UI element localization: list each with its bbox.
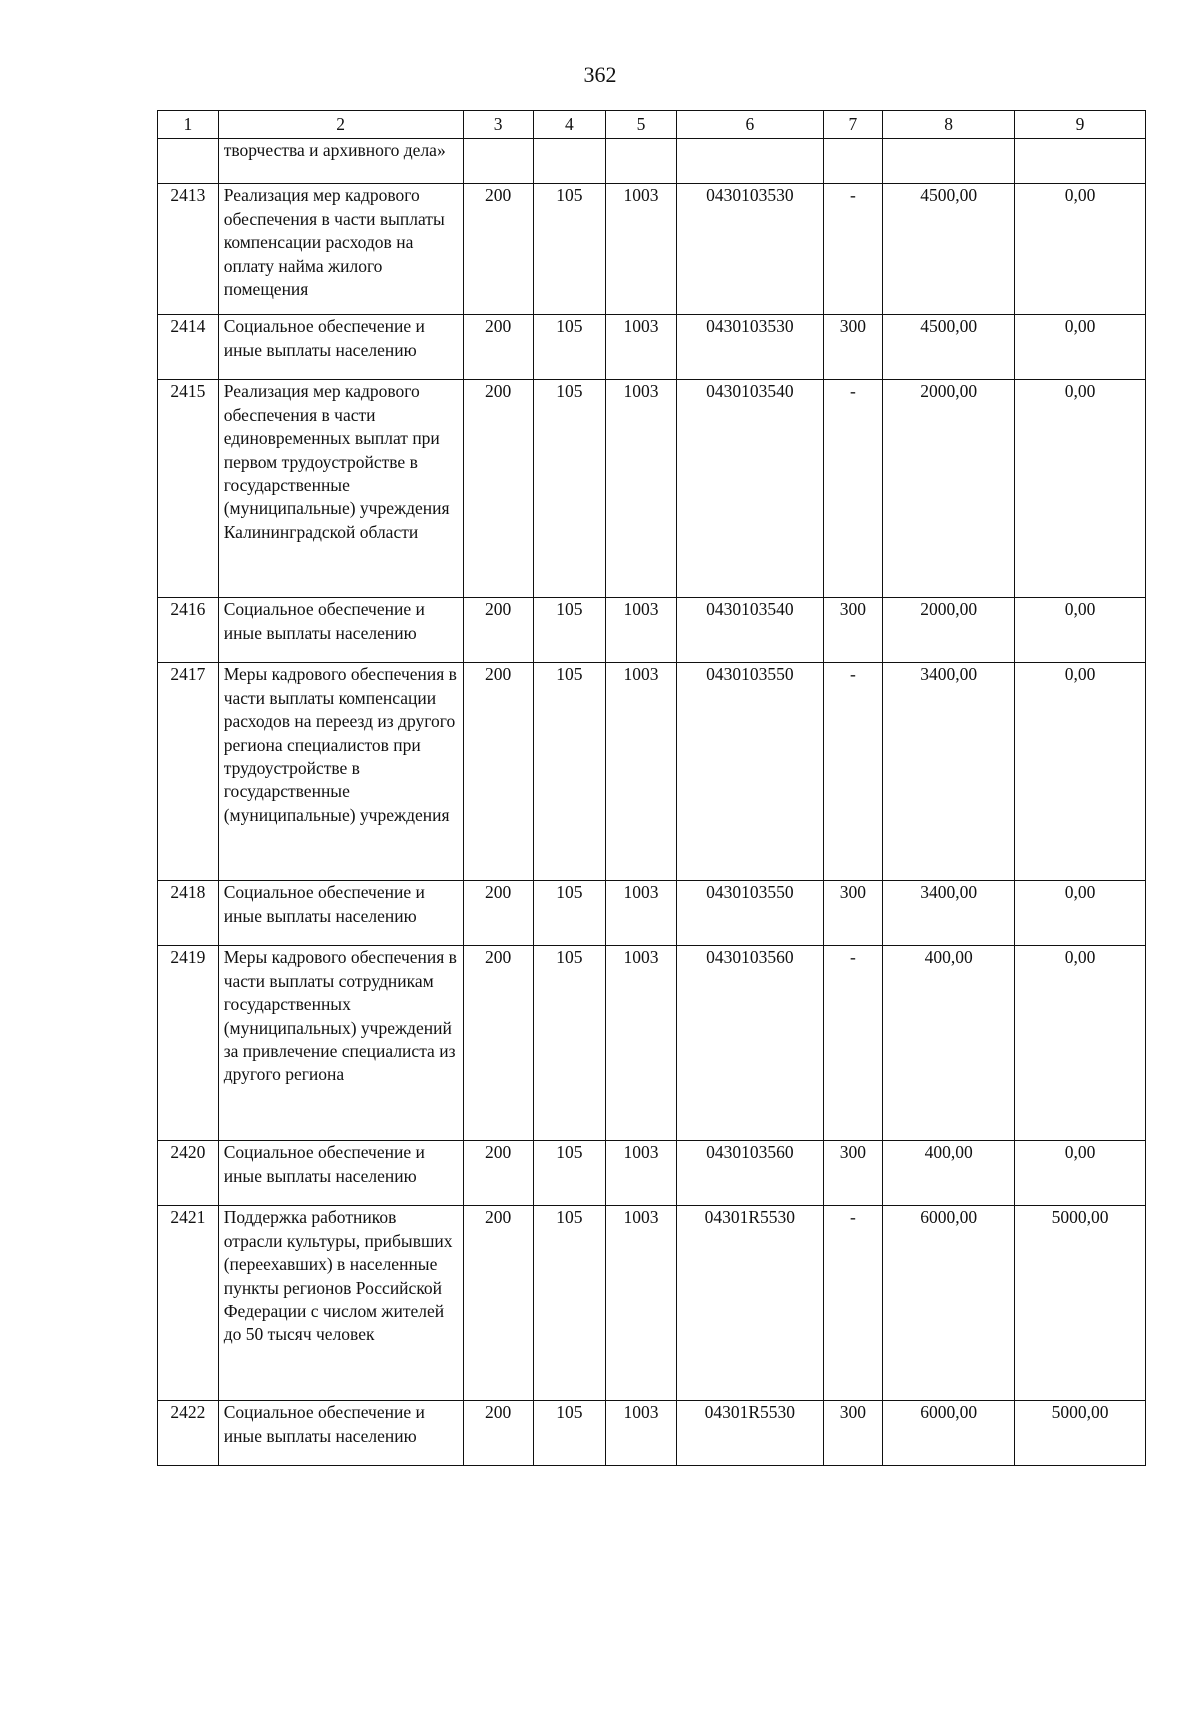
header-cell: 8 (883, 111, 1015, 139)
cell-col-7: 300 (823, 881, 883, 946)
cell-col-9 (1015, 139, 1146, 184)
cell-col-6: 0430103530 (677, 184, 824, 315)
row-number: 2421 (158, 1206, 219, 1401)
cell-col-8: 400,00 (883, 946, 1015, 1141)
cell-col-3: 200 (463, 881, 533, 946)
cell-col-3: 200 (463, 184, 533, 315)
row-number (158, 139, 219, 184)
cell-col-5: 1003 (605, 598, 676, 663)
cell-col-4: 105 (533, 598, 605, 663)
table-row (158, 598, 1146, 663)
cell-col-9: 0,00 (1015, 946, 1146, 1141)
cell-col-3: 200 (463, 380, 533, 598)
cell-col-3: 200 (463, 663, 533, 881)
cell-col-6: 0430103550 (677, 663, 824, 881)
cell-col-6: 04301R5530 (677, 1206, 824, 1401)
cell-col-6: 04301R5530 (677, 1401, 824, 1466)
row-description: Поддержка работников отрасли культуры, прибывших (переехавших) в населенные пункты регионов Российской Федерации с числом жителей до 50 тысяч человек (218, 1206, 463, 1401)
cell-col-5 (605, 139, 676, 184)
header-cell: 5 (605, 111, 676, 139)
row-description: Меры кадрового обеспечения в части выплаты компенсации расходов на переезд из другого региона специалистов при трудоустройстве в государственные (муниципальные) учреждения (218, 663, 463, 881)
cell-col-8: 6000,00 (883, 1401, 1015, 1466)
row-number: 2417 (158, 663, 219, 881)
cell-col-4: 105 (533, 1141, 605, 1206)
row-description: творчества и архивного дела» (218, 139, 463, 184)
table-row (158, 139, 1146, 184)
cell-col-6: 0430103560 (677, 1141, 824, 1206)
cell-col-9: 0,00 (1015, 663, 1146, 881)
row-description: Реализация мер кадрового обеспечения в части единовременных выплат при первом трудоустройстве в государственные (муниципальные) учреждения Калининградской области (218, 380, 463, 598)
cell-col-4: 105 (533, 1206, 605, 1401)
cell-col-4: 105 (533, 380, 605, 598)
table-row (158, 380, 1146, 598)
table-row (158, 315, 1146, 380)
cell-col-7: 300 (823, 1401, 883, 1466)
cell-col-8: 4500,00 (883, 184, 1015, 315)
row-description: Социальное обеспечение и иные выплаты населению (218, 881, 463, 946)
cell-col-7: - (823, 380, 883, 598)
cell-col-6: 0430103540 (677, 380, 824, 598)
cell-col-9: 0,00 (1015, 881, 1146, 946)
row-number: 2418 (158, 881, 219, 946)
cell-col-9: 5000,00 (1015, 1206, 1146, 1401)
cell-col-8: 3400,00 (883, 881, 1015, 946)
cell-col-9: 5000,00 (1015, 1401, 1146, 1466)
cell-col-3: 200 (463, 1401, 533, 1466)
row-description: Социальное обеспечение и иные выплаты населению (218, 1141, 463, 1206)
cell-col-6 (677, 139, 824, 184)
cell-col-8 (883, 139, 1015, 184)
table-body (158, 111, 1146, 1466)
cell-col-5: 1003 (605, 1141, 676, 1206)
cell-col-8: 6000,00 (883, 1206, 1015, 1401)
header-cell: 7 (823, 111, 883, 139)
cell-col-9: 0,00 (1015, 315, 1146, 380)
row-description: Реализация мер кадрового обеспечения в части выплаты компенсации расходов на оплату найма жилого помещения (218, 184, 463, 315)
cell-col-5: 1003 (605, 1401, 676, 1466)
cell-col-7: 300 (823, 598, 883, 663)
cell-col-7: - (823, 663, 883, 881)
cell-col-8: 2000,00 (883, 598, 1015, 663)
cell-col-9: 0,00 (1015, 1141, 1146, 1206)
row-description: Социальное обеспечение и иные выплаты населению (218, 1401, 463, 1466)
cell-col-3: 200 (463, 1141, 533, 1206)
header-cell: 3 (463, 111, 533, 139)
row-number: 2414 (158, 315, 219, 380)
cell-col-5: 1003 (605, 881, 676, 946)
table-row (158, 663, 1146, 881)
header-cell: 4 (533, 111, 605, 139)
cell-col-4 (533, 139, 605, 184)
cell-col-4: 105 (533, 881, 605, 946)
cell-col-9: 0,00 (1015, 598, 1146, 663)
cell-col-7: 300 (823, 1141, 883, 1206)
cell-col-5: 1003 (605, 946, 676, 1141)
page-number: 362 (583, 62, 617, 87)
cell-col-3: 200 (463, 1206, 533, 1401)
cell-col-5: 1003 (605, 1206, 676, 1401)
header-cell: 6 (677, 111, 824, 139)
cell-col-6: 0430103530 (677, 315, 824, 380)
header-cell: 9 (1015, 111, 1146, 139)
cell-col-6: 0430103540 (677, 598, 824, 663)
cell-col-8: 2000,00 (883, 380, 1015, 598)
cell-col-7: - (823, 184, 883, 315)
row-number: 2419 (158, 946, 219, 1141)
cell-col-3: 200 (463, 598, 533, 663)
cell-col-7: - (823, 1206, 883, 1401)
table-row (158, 881, 1146, 946)
cell-col-5: 1003 (605, 184, 676, 315)
table-row (158, 946, 1146, 1141)
header-cell: 2 (218, 111, 463, 139)
cell-col-4: 105 (533, 946, 605, 1141)
cell-col-7 (823, 139, 883, 184)
cell-col-6: 0430103550 (677, 881, 824, 946)
cell-col-4: 105 (533, 184, 605, 315)
row-number: 2413 (158, 184, 219, 315)
cell-col-3 (463, 139, 533, 184)
row-number: 2416 (158, 598, 219, 663)
cell-col-4: 105 (533, 663, 605, 881)
header-cell: 1 (158, 111, 219, 139)
row-number: 2420 (158, 1141, 219, 1206)
cell-col-9: 0,00 (1015, 184, 1146, 315)
cell-col-6: 0430103560 (677, 946, 824, 1141)
row-description: Меры кадрового обеспечения в части выплаты сотрудникам государственных (муниципальных) учреждений за привлечение специалиста из другого региона (218, 946, 463, 1141)
cell-col-3: 200 (463, 946, 533, 1141)
cell-col-5: 1003 (605, 380, 676, 598)
table-row (158, 1401, 1146, 1466)
table-header-row (158, 111, 1146, 139)
row-number: 2422 (158, 1401, 219, 1466)
cell-col-3: 200 (463, 315, 533, 380)
table-row (158, 1206, 1146, 1401)
cell-col-4: 105 (533, 1401, 605, 1466)
budget-table (157, 110, 1146, 1466)
row-number: 2415 (158, 380, 219, 598)
cell-col-7: - (823, 946, 883, 1141)
cell-col-9: 0,00 (1015, 380, 1146, 598)
table-row (158, 1141, 1146, 1206)
cell-col-5: 1003 (605, 315, 676, 380)
table-row (158, 184, 1146, 315)
cell-col-5: 1003 (605, 663, 676, 881)
row-description: Социальное обеспечение и иные выплаты населению (218, 315, 463, 380)
cell-col-4: 105 (533, 315, 605, 380)
row-description: Социальное обеспечение и иные выплаты населению (218, 598, 463, 663)
cell-col-8: 400,00 (883, 1141, 1015, 1206)
cell-col-8: 4500,00 (883, 315, 1015, 380)
cell-col-8: 3400,00 (883, 663, 1015, 881)
cell-col-7: 300 (823, 315, 883, 380)
